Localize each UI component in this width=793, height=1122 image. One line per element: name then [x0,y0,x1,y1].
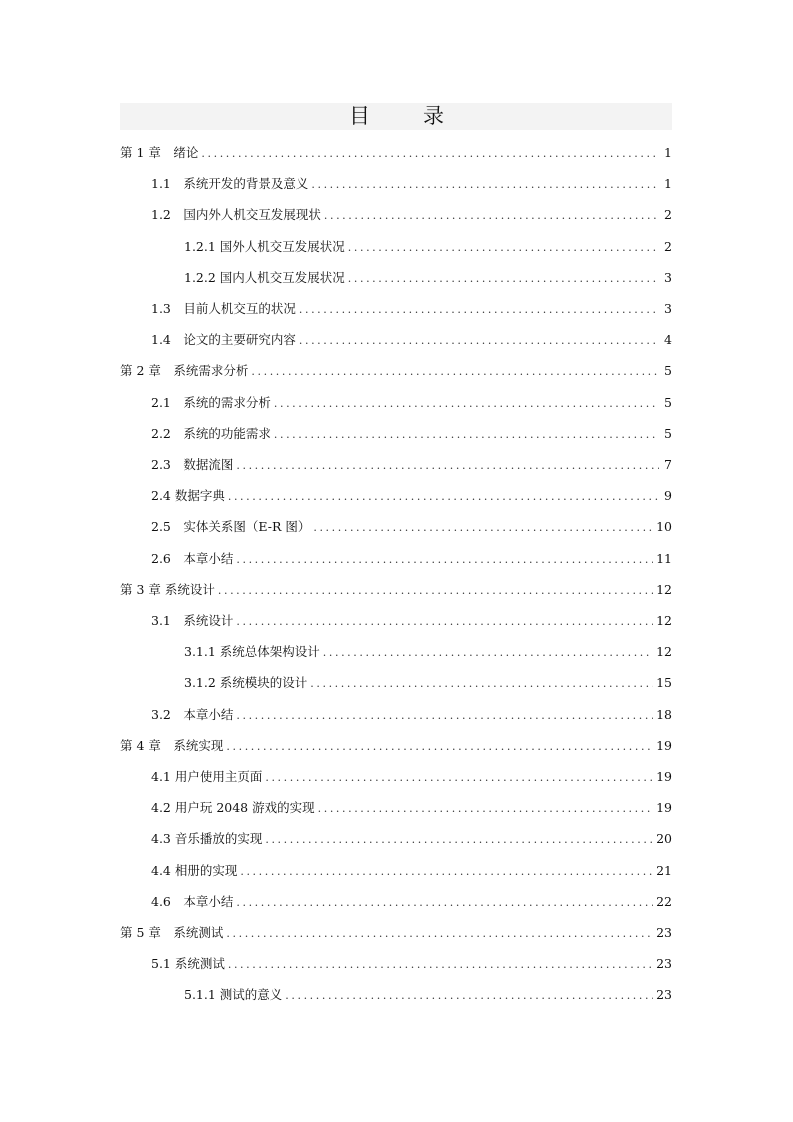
toc-entry[interactable] [184,642,672,662]
toc-entry[interactable] [151,829,672,849]
toc-leader-dots [236,706,653,726]
toc-entry-page: 12 [656,581,672,597]
toc-entry-title: 第 5 章 系统测试 [120,925,224,940]
toc-entry-page: 5 [664,425,672,441]
toc-entry[interactable] [151,517,672,537]
toc-leader-dots [236,456,659,476]
toc-entry-page: 5 [664,394,672,410]
toc-entry-title: 1.2.2 国内人机交互发展状况 [184,269,345,285]
toc-entry[interactable] [151,954,672,974]
toc-entry-title: 4.2 用户玩 2048 游戏的实现 [151,800,315,816]
toc-leader-dots [311,175,659,195]
toc-entry[interactable] [184,237,672,257]
toc-entry-title: 4.1 用户使用主页面 [151,769,263,784]
toc-leader-dots [218,581,653,601]
toc-entry-page: 1 [664,176,672,192]
toc-entry-title: 1.3 目前人机交互的状况 [151,301,296,316]
toc-leader-dots [251,362,659,382]
toc-entry[interactable] [184,985,672,1005]
toc-entry[interactable] [120,361,672,381]
toc-entry-title: 5.1.1 测试的意义 [184,987,283,1003]
toc-leader-dots [236,612,653,632]
toc-entry[interactable] [151,299,672,319]
toc-leader-dots [323,643,653,663]
toc-leader-dots [318,799,653,819]
toc-entry-title: 1.2 国内外人机交互发展现状 [151,207,321,223]
toc-entry-page: 3 [664,269,672,285]
toc-entry-title: 1.1 系统开发的背景及意义 [151,176,309,192]
toc-leader-dots [226,737,653,757]
toc-entry[interactable] [151,486,672,506]
toc-entry-page: 19 [656,737,672,753]
toc-entry-page: 1 [664,145,672,160]
toc-entry-page: 2 [664,207,672,223]
toc-entry[interactable] [120,143,672,163]
toc-entry[interactable] [151,174,672,194]
toc-entry[interactable] [151,892,672,912]
toc-entry-title: 2.1 系统的需求分析 [151,394,271,410]
toc-entry[interactable] [151,549,672,569]
toc-entry-title: 4.6 本章小结 [151,893,234,909]
toc-leader-dots [348,238,659,258]
toc-entry-title: 第 1 章 绪论 [120,145,199,160]
toc-leader-dots [299,331,659,351]
toc-entry[interactable] [151,705,672,725]
toc-entry-page: 11 [656,550,672,566]
toc-entry-title: 1.2.1 国外人机交互发展状况 [184,238,345,254]
toc-leader-dots [310,674,653,694]
toc-entry[interactable] [151,330,672,350]
toc-entry-page: 19 [656,769,672,784]
toc-entry[interactable] [151,767,672,787]
toc-leader-dots [201,144,659,164]
toc-entry-title: 3.1 系统设计 [151,613,234,628]
toc-entry-page: 7 [664,457,672,472]
toc-leader-dots [240,862,653,882]
toc-entry-title: 1.4 论文的主要研究内容 [151,332,296,348]
toc-leader-dots [274,394,659,414]
toc-entry-page: 15 [656,675,672,691]
toc-entry-page: 22 [656,893,672,909]
toc-leader-dots [265,830,653,850]
toc-entry-page: 10 [656,519,672,535]
toc-entry-title: 2.2 系统的功能需求 [151,425,271,441]
toc-leader-dots [226,924,653,944]
toc-entry[interactable] [151,205,672,225]
toc-leader-dots [313,518,653,538]
toc-entry-page: 12 [656,644,672,660]
toc-entry[interactable] [151,455,672,475]
toc-entry-page: 3 [664,301,672,316]
toc-entry-title: 3.1.2 系统模块的设计 [184,675,308,691]
toc-entry-title: 2.3 数据流图 [151,457,234,472]
toc-entry-title: 第 4 章 系统实现 [120,737,224,753]
toc-entry-title: 第 2 章 系统需求分析 [120,363,249,379]
toc-entry-page: 9 [664,488,672,504]
toc-leader-dots [285,986,653,1006]
toc-leader-dots [236,893,653,913]
toc-entry[interactable] [151,611,672,631]
toc-entry-page: 18 [656,706,672,722]
toc-entry-page: 20 [656,831,672,847]
toc-entry-title: 4.4 相册的实现 [151,862,238,878]
toc-entry-title: 5.1 系统测试 [151,956,225,972]
toc-entry-page: 23 [656,925,672,940]
toc-entry-page: 2 [664,238,672,254]
toc-leader-dots [228,487,659,507]
toc-entry-page: 12 [656,613,672,628]
toc-entry-page: 21 [656,862,672,878]
toc-entry[interactable] [151,798,672,818]
toc-entry-page: 4 [664,332,672,348]
toc-leader-dots [324,206,659,226]
toc-entry-title: 2.6 本章小结 [151,550,234,566]
toc-entry-title: 4.3 音乐播放的实现 [151,831,263,847]
toc-entry-title: 第 3 章 系统设计 [120,581,215,597]
toc-leader-dots [236,550,653,570]
toc-leader-dots [265,768,653,788]
toc-entry[interactable] [184,268,672,288]
toc-entry-page: 5 [664,363,672,379]
toc-entry[interactable] [120,923,672,943]
toc-entry-page: 19 [656,800,672,816]
toc-leader-dots [228,955,653,975]
toc-leader-dots [299,300,659,320]
toc-entry-page: 23 [656,956,672,972]
toc-entry[interactable] [120,736,672,756]
toc-entry-title: 2.4 数据字典 [151,488,225,504]
toc-title: 目 录 [349,104,460,128]
toc-entry[interactable] [151,861,672,881]
toc-leader-dots [348,269,659,289]
toc-entry[interactable] [184,673,672,693]
toc-entry-page: 23 [656,987,672,1003]
toc-entry-title: 2.5 实体关系图（E-R 图） [151,519,311,535]
toc-entry[interactable] [151,393,672,413]
toc-entry[interactable] [151,424,672,444]
toc-entry-title: 3.1.1 系统总体架构设计 [184,644,320,660]
toc-entry[interactable] [120,580,672,600]
toc-entry-title: 3.2 本章小结 [151,706,234,722]
toc-leader-dots [274,425,659,445]
